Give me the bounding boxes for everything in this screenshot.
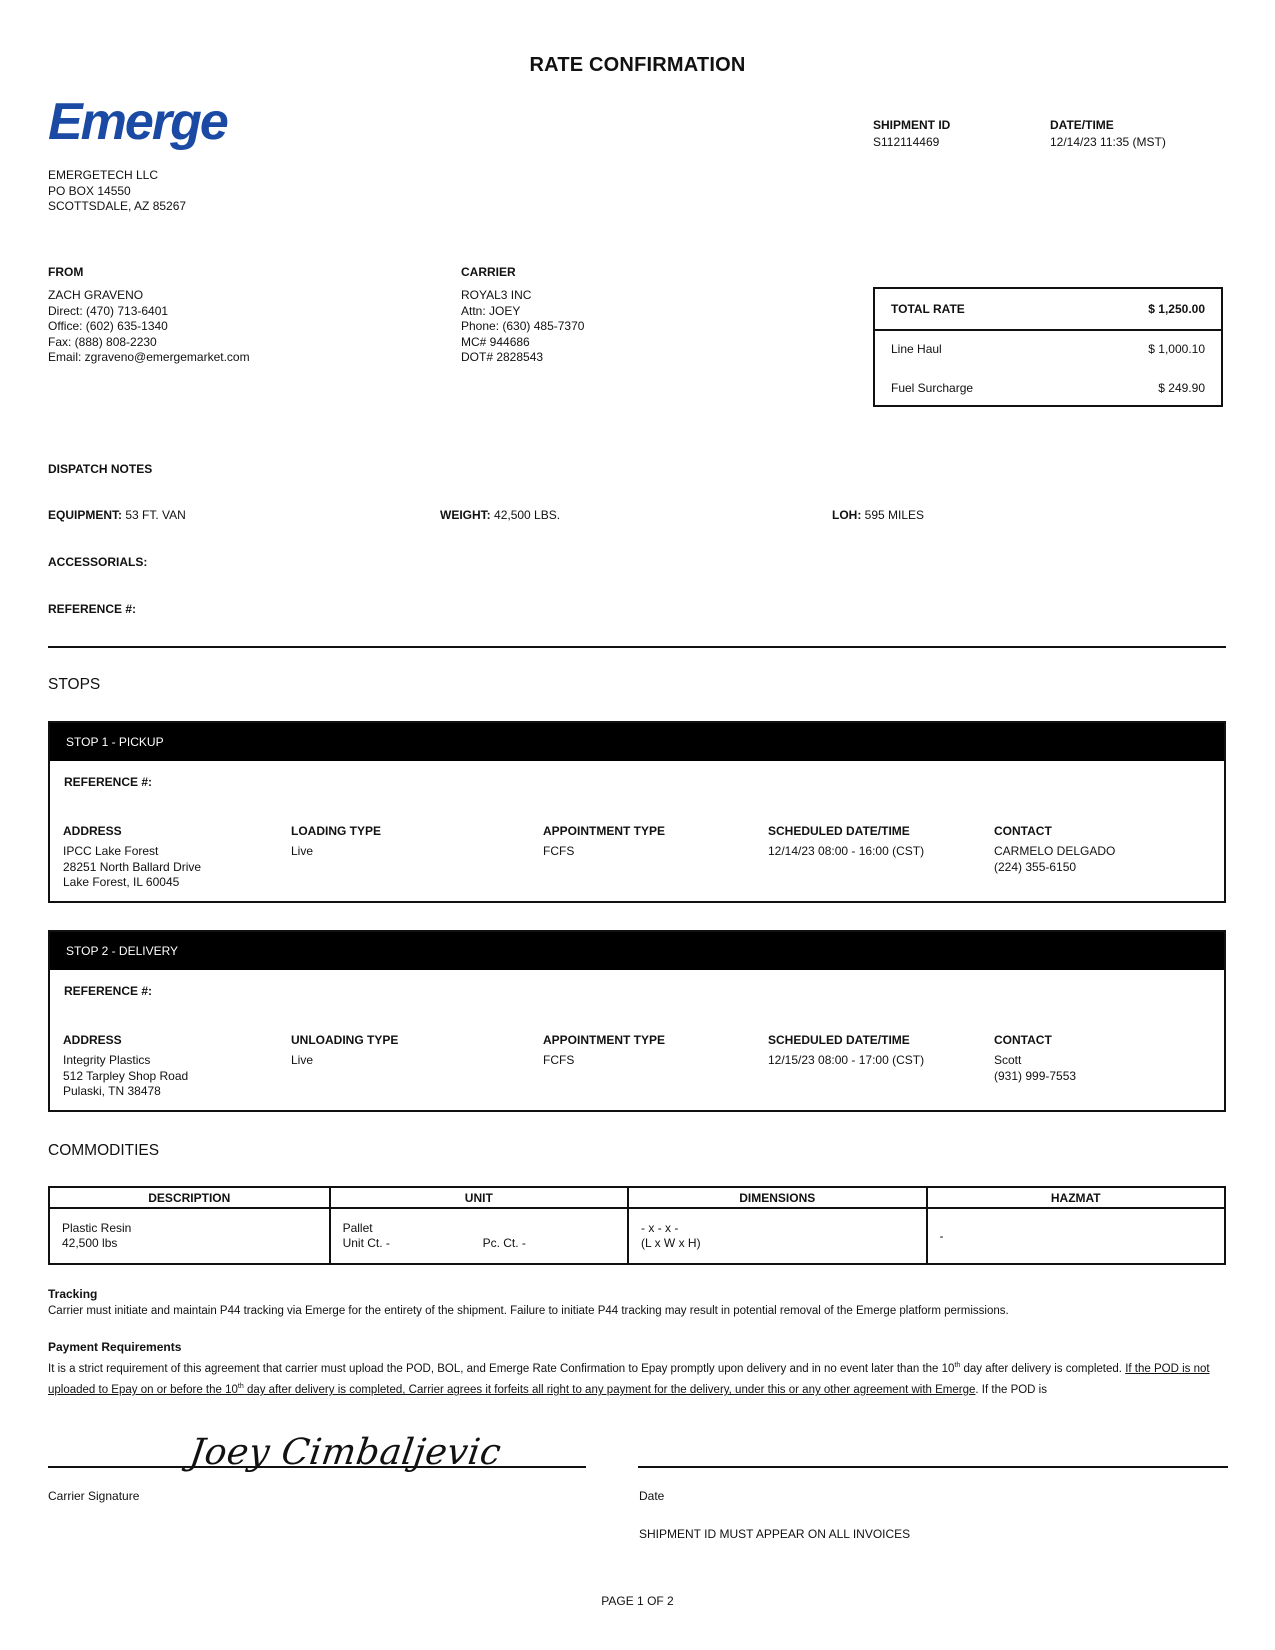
carrier-block (461, 265, 584, 366)
stop-contact (994, 824, 1115, 875)
piece-count: Pc. Ct. - (482, 1236, 526, 1250)
loh-field (832, 508, 924, 524)
tracking-section (48, 1287, 1228, 1320)
date-time-label: DATE/TIME (1050, 118, 1114, 132)
payment-underlined-text: If the POD is not uploaded to Epay on or before the 10 (48, 1362, 1210, 1397)
loh-label: LOH: (832, 508, 862, 522)
date-label: Date (639, 1489, 665, 1503)
payment-text-part: It is a strict requirement of this agreement that carrier must upload the POD, BOL, and Emerge Rate Confirmation to Epay promptly upon delivery and in no event later than the 10 (48, 1362, 955, 1375)
address-value: IPCC Lake Forest 28251 North Ballard Drive Lake Forest, IL 60045 (63, 844, 202, 889)
column-header: DIMENSIONS (628, 1187, 926, 1208)
column-header: HAZMAT (927, 1187, 1226, 1208)
loading-type-label: LOADING TYPE (291, 824, 382, 838)
payment-section (48, 1340, 1228, 1400)
dispatch-notes-label: DISPATCH NOTES (48, 462, 153, 476)
scheduled-value: 12/14/23 08:00 - 16:00 (CST) (768, 844, 925, 858)
dimensions-cell: - x - x - (L x W x H) (628, 1208, 926, 1264)
stop-address (63, 1033, 188, 1100)
stops-title: STOPS (48, 676, 101, 693)
tracking-text: Carrier must initiate and maintain P44 tracking via Emerge for the entirety of the shipment. Failure to initiate P44 tracking may result in potential removal of the Emerge platform permissions. (48, 1305, 1009, 1317)
equipment-value: 53 FT. VAN (125, 508, 186, 522)
carrier-line: MC# 944686 (461, 334, 530, 349)
loh-value: 595 MILES (864, 508, 925, 522)
equipment-label: EQUIPMENT: (48, 508, 123, 522)
accessorials-label: ACCESSORIALS: (48, 555, 148, 569)
stop-address (63, 824, 201, 891)
stop-pickup (48, 721, 1226, 903)
ordinal-suffix: th (954, 1362, 961, 1369)
stop-appointment-type (543, 1033, 665, 1069)
unloading-type-label: UNLOADING TYPE (291, 1033, 399, 1047)
scheduled-label: SCHEDULED DATE/TIME (768, 1033, 910, 1047)
address-label: ADDRESS (63, 824, 122, 838)
payment-text-part: day after delivery is completed. (960, 1362, 1126, 1375)
carrier-signature-label: Carrier Signature (48, 1489, 140, 1503)
page-number: PAGE 1 OF 2 (601, 1594, 674, 1608)
table-row (49, 1208, 1225, 1264)
description-cell: Plastic Resin 42,500 lbs (49, 1208, 330, 1264)
carrier-signature: Joey Cimbaljevic (187, 1432, 504, 1473)
stop-header: STOP 1 - PICKUP (50, 723, 1224, 761)
unit-counts (343, 1236, 615, 1251)
date-time-block (1050, 118, 1166, 151)
reference-label: REFERENCE #: (48, 602, 137, 616)
tracking-title: Tracking (48, 1287, 98, 1301)
from-block (48, 265, 250, 366)
scheduled-label: SCHEDULED DATE/TIME (768, 824, 910, 838)
date-line (638, 1466, 1228, 1468)
signature-line (48, 1466, 586, 1468)
weight-label: WEIGHT: (440, 508, 491, 522)
carrier-line: ROYAL3 INC (461, 288, 532, 302)
payment-title: Payment Requirements (48, 1340, 182, 1354)
section-divider (48, 646, 1226, 648)
scheduled-value: 12/15/23 08:00 - 17:00 (CST) (768, 1053, 925, 1067)
stop-appointment-type (543, 824, 665, 860)
page-title: RATE CONFIRMATION (529, 54, 746, 76)
shipment-id-block (873, 118, 950, 151)
table-header-row (49, 1187, 1225, 1208)
shipment-id-label: SHIPMENT ID (873, 118, 951, 132)
payment-text (48, 1357, 1228, 1400)
appointment-type-label: APPOINTMENT TYPE (543, 824, 666, 838)
weight-value: 42,500 LBS. (494, 508, 561, 522)
carrier-line: DOT# 2828543 (461, 350, 544, 364)
stop-reference-label: REFERENCE #: (64, 984, 153, 998)
commodities-title: COMMODITIES (48, 1142, 160, 1159)
line-haul-row (875, 342, 1221, 356)
contact-label: CONTACT (994, 824, 1052, 838)
appointment-type-value: FCFS (543, 844, 575, 858)
equipment-field (48, 508, 186, 524)
unloading-type-value: Live (291, 1053, 314, 1067)
unit-type: Pallet (342, 1221, 373, 1235)
appointment-type-label: APPOINTMENT TYPE (543, 1033, 666, 1047)
stop-contact (994, 1033, 1076, 1084)
carrier-label: CARRIER (461, 265, 516, 279)
from-line: ZACH GRAVENO (48, 288, 144, 302)
invoice-notice: SHIPMENT ID MUST APPEAR ON ALL INVOICES (639, 1527, 911, 1541)
column-header: UNIT (330, 1187, 628, 1208)
payment-text-part: . If the POD is (975, 1384, 1047, 1397)
ordinal-suffix: th (237, 1383, 244, 1391)
from-email[interactable]: Email: zgraveno@emergemarket.com (48, 350, 250, 364)
address-value: Integrity Plastics 512 Tarpley Shop Road Pulaski, TN 38478 (63, 1053, 189, 1098)
date-time-value: 12/14/23 11:35 (MST) (1050, 135, 1166, 149)
company-line: PO BOX 14550 (48, 183, 131, 198)
from-line: Fax: (888) 808-2230 (48, 334, 157, 349)
total-rate-label: TOTAL RATE (891, 302, 965, 316)
address-label: ADDRESS (63, 1033, 122, 1047)
rate-divider (875, 329, 1221, 331)
weight-field (440, 508, 560, 524)
payment-underlined-text: day after delivery is completed, Carrier agrees it forfeits all right to any payment for the delivery, under this or any other agreement with Emerge (243, 1384, 976, 1397)
unit-count: Unit Ct. - (342, 1236, 390, 1250)
contact-value: CARMELO DELGADO (224) 355-6150 (994, 844, 1116, 874)
emerge-logo: Emerge (48, 93, 227, 151)
fuel-surcharge-row (875, 381, 1221, 395)
shipment-id-value: S112114469 (873, 135, 940, 149)
column-header: DESCRIPTION (49, 1187, 330, 1208)
stop-scheduled (768, 824, 924, 860)
loading-type-value: Live (291, 844, 314, 858)
company-line: SCOTTSDALE, AZ 85267 (48, 199, 187, 213)
company-line: EMERGETECH LLC (48, 168, 159, 182)
stop-loading-type (291, 824, 381, 860)
contact-label: CONTACT (994, 1033, 1052, 1047)
stop-scheduled (768, 1033, 924, 1069)
total-rate-value: $ 1,250.00 (1148, 302, 1205, 316)
from-line: Office: (602) 635-1340 (48, 319, 168, 333)
stop-header: STOP 2 - DELIVERY (50, 932, 1224, 970)
rate-summary-box (873, 287, 1223, 407)
stop-loading-type (291, 1033, 398, 1069)
fuel-surcharge-value: $ 249.90 (1158, 381, 1205, 395)
stop-delivery (48, 930, 1226, 1112)
from-line: Direct: (470) 713-6401 (48, 303, 169, 318)
carrier-line: Phone: (630) 485-7370 (461, 319, 585, 333)
fuel-surcharge-label: Fuel Surcharge (891, 381, 974, 395)
unit-cell (330, 1208, 628, 1264)
company-address (48, 168, 186, 215)
from-label: FROM (48, 265, 84, 279)
total-rate-row (875, 302, 1221, 316)
stop-reference-label: REFERENCE #: (64, 775, 153, 789)
line-haul-value: $ 1,000.10 (1148, 342, 1205, 356)
appointment-type-value: FCFS (543, 1053, 575, 1067)
line-haul-label: Line Haul (891, 342, 942, 356)
hazmat-cell: - (927, 1208, 1226, 1264)
carrier-line: Attn: JOEY (461, 303, 521, 318)
contact-value: Scott (931) 999-7553 (994, 1053, 1077, 1083)
commodities-table (48, 1186, 1226, 1265)
